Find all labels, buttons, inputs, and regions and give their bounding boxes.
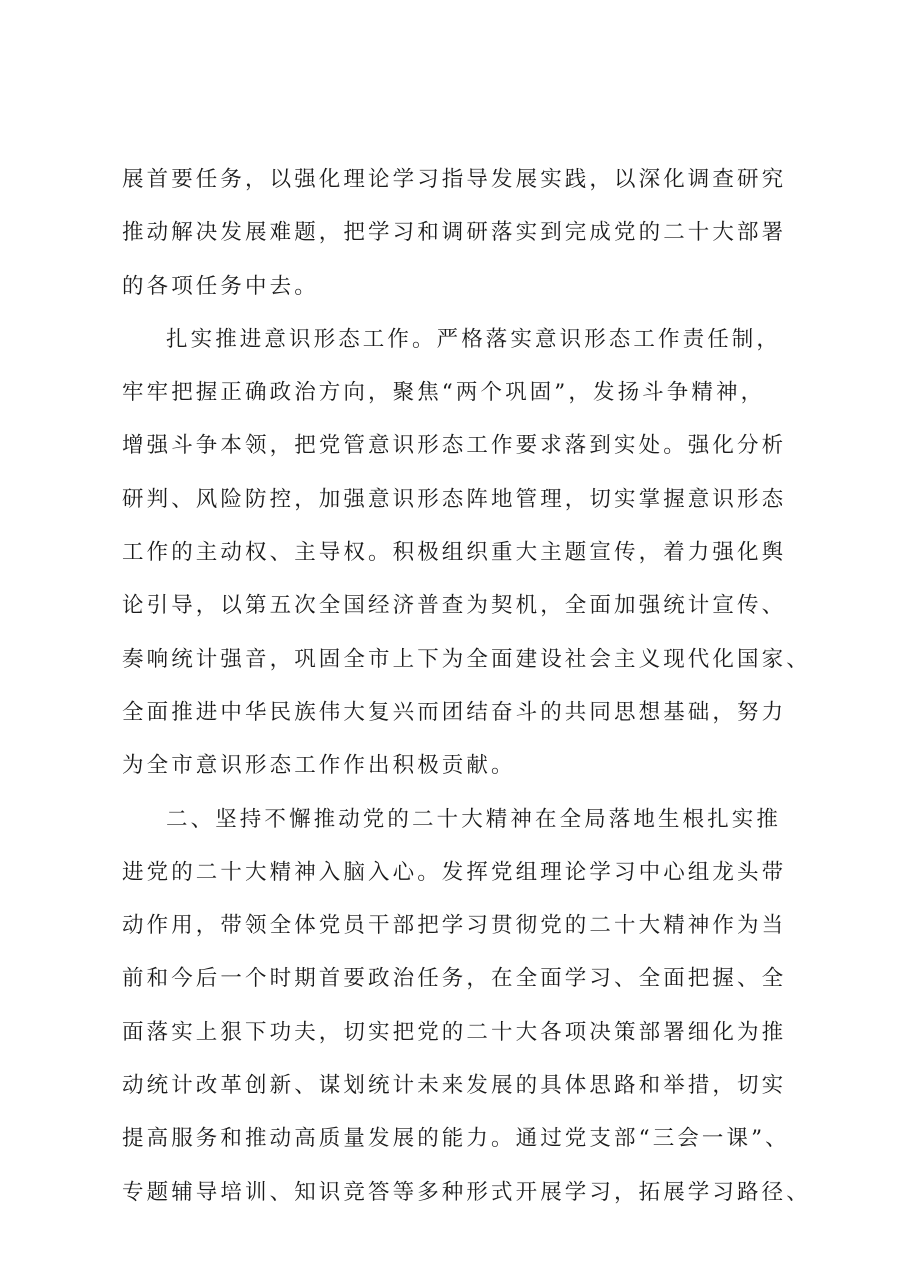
text-line: 面落实上狠下功夫，切实把党的二十大各项决策部署细化为推	[122, 1019, 787, 1045]
text-line: 牢牢把握正确政治方向，聚焦“两个巩固”，发扬斗争精神，	[122, 380, 766, 406]
text-line: 工作的主动权、主导权。积极组织重大主题宣传，着力强化舆	[122, 540, 787, 566]
text-line: 推动解决发展难题，把学习和调研落实到完成党的二十大部署	[122, 220, 787, 246]
text-line: 动作用，带领全体党员干部把学习贯彻党的二十大精神作为当	[122, 913, 787, 939]
text-line: 的各项任务中去。	[122, 273, 319, 299]
text-line: 全面推进中华民族伟大复兴而团结奋斗的共同思想基础，努力	[122, 699, 787, 725]
text-line: 研判、风险防控，加强意识形态阵地管理，切实掌握意识形态	[122, 486, 787, 512]
text-line: 进党的二十大精神入脑入心。发挥党组理论学习中心组龙头带	[122, 859, 787, 885]
text-line: 增强斗争本领，把党管意识形态工作要求落到实处。强化分析	[122, 433, 787, 459]
paragraph-start-line: 二、坚持不懈推动党的二十大精神在全局落地生根扎实推	[166, 806, 782, 832]
text-line: 动统计改革创新、谋划统计未来发展的具体思路和举措，切实	[122, 1073, 787, 1099]
text-line: 为全市意识形态工作作出积极贡献。	[122, 753, 516, 779]
text-line: 前和今后一个时期首要政治任务，在全面学习、全面把握、全	[122, 966, 787, 992]
text-line: 奏响统计强音，巩固全市上下为全面建设社会主义现代化国家、	[122, 646, 811, 672]
text-line: 专题辅导培训、知识竞答等多种形式开展学习，拓展学习路径、	[122, 1179, 811, 1205]
text-line: 展首要任务，以强化理论学习指导发展实践，以深化调查研究	[122, 167, 787, 192]
document-body	[122, 153, 822, 1219]
paragraph-start-line: 扎实推进意识形态工作。严格落实意识形态工作责任制，	[166, 326, 782, 352]
text-line: 论引导，以第五次全国经济普查为契机，全面加强统计宣传、	[122, 593, 787, 619]
text-line: 提高服务和推动高质量发展的能力。通过党支部“三会一课”、	[122, 1126, 790, 1152]
